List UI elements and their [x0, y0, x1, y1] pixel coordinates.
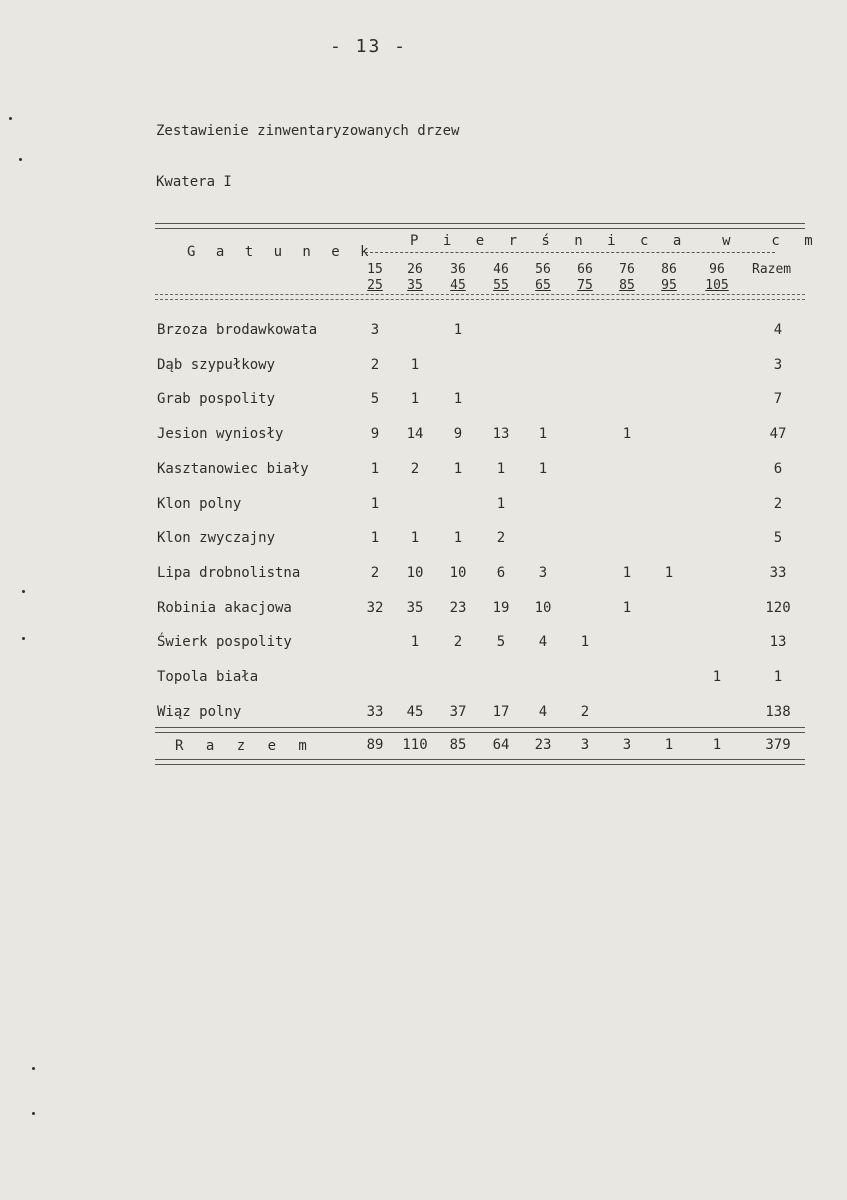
- table-cell: 1: [496, 495, 506, 512]
- table-cell: 32: [366, 599, 384, 616]
- header-range-high: 75: [577, 278, 593, 293]
- header-range-low: 86: [661, 262, 677, 277]
- table-cell: 2: [370, 356, 380, 373]
- document-subtitle: Kwatera I: [156, 174, 232, 190]
- row-total: 138: [765, 703, 791, 720]
- table-cell: 35: [406, 599, 424, 616]
- table-cell: 1: [453, 322, 463, 338]
- table-cell: 33: [366, 703, 384, 720]
- header-range-high: 65: [535, 278, 551, 293]
- table-top-rule: [155, 223, 805, 229]
- table-cell: 14: [406, 426, 424, 443]
- row-total: 2: [773, 495, 783, 512]
- table-cell: 5: [370, 391, 380, 408]
- species-name: Robinia akacjowa: [157, 599, 292, 616]
- table-cell: 45: [406, 703, 424, 720]
- header-range-high: 95: [661, 278, 677, 293]
- header-range-low: 66: [577, 262, 593, 277]
- header-range: [355, 262, 395, 294]
- margin-dot: [32, 1112, 35, 1115]
- table-cell: 1: [496, 460, 506, 477]
- summary-cell: 64: [492, 737, 510, 753]
- header-range-high: 25: [367, 278, 383, 293]
- table-cell: 5: [496, 634, 506, 651]
- row-total: 3: [773, 356, 783, 373]
- header-circumference-underline: [365, 252, 775, 253]
- header-range-low: 26: [407, 262, 423, 277]
- header-bottom-rule: [155, 294, 805, 300]
- row-total: 7: [773, 391, 783, 408]
- table-cell: 1: [410, 391, 420, 408]
- header-range-low: 76: [619, 262, 635, 277]
- header-circumference: P i e r ś n i c a w c m: [410, 233, 821, 249]
- margin-dot: [22, 637, 25, 640]
- table-cell: 1: [538, 460, 548, 477]
- header-range-low: 46: [493, 262, 509, 277]
- table-cell: 10: [449, 564, 467, 581]
- table-cell: 1: [580, 634, 590, 651]
- summary-cell: 1: [712, 737, 722, 753]
- table-cell: 6: [496, 564, 506, 581]
- summary-cell: 3: [580, 737, 590, 753]
- header-total: Razem: [752, 262, 792, 277]
- summary-cell: 85: [449, 737, 467, 753]
- header-range-high: 105: [705, 278, 729, 293]
- species-name: Lipa drobnolistna: [157, 564, 301, 581]
- summary-total: 379: [765, 737, 791, 753]
- table-cell: 9: [453, 426, 463, 443]
- table-cell: 1: [538, 426, 548, 443]
- table-cell: 1: [410, 356, 420, 373]
- table-cell: 19: [492, 599, 510, 616]
- row-total: 47: [769, 426, 787, 443]
- species-name: Dąb szypułkowy: [157, 356, 276, 373]
- row-total: 4: [773, 322, 783, 338]
- species-name: Brzoza brodawkowata: [157, 322, 318, 338]
- header-range: [697, 262, 737, 294]
- table-cell: 1: [622, 564, 632, 581]
- table-bottom-rule: [155, 759, 805, 765]
- table-cell: 4: [538, 703, 548, 720]
- page-number: - 13 -: [330, 36, 408, 57]
- header-range-high: 35: [407, 278, 423, 293]
- margin-dot: [32, 1067, 35, 1070]
- species-name: Topola biała: [157, 669, 259, 685]
- table-cell: 1: [370, 495, 380, 512]
- species-name: Świerk pospolity: [157, 634, 292, 651]
- table-cell: 2: [410, 460, 420, 477]
- row-total: 1: [773, 669, 783, 685]
- table-cell: 1: [453, 460, 463, 477]
- header-range: [395, 262, 435, 294]
- summary-cell: 3: [622, 737, 632, 753]
- table-cell: 1: [410, 634, 420, 651]
- table-cell: 23: [449, 599, 467, 616]
- table-cell: 1: [622, 426, 632, 443]
- header-range: [438, 262, 478, 294]
- row-total: 120: [765, 599, 791, 616]
- row-total: 6: [773, 460, 783, 477]
- species-name: Grab pospolity: [157, 391, 276, 408]
- species-name: Klon polny: [157, 495, 242, 512]
- table-cell: 9: [370, 426, 380, 443]
- table-cell: 10: [406, 564, 424, 581]
- header-range-low: 56: [535, 262, 551, 277]
- table-cell: 1: [410, 530, 420, 547]
- table-cell: 1: [664, 564, 674, 581]
- table-cell: 10: [534, 599, 552, 616]
- header-range: [649, 262, 689, 294]
- table-cell: 13: [492, 426, 510, 443]
- table-cell: 2: [496, 530, 506, 547]
- table-cell: 37: [449, 703, 467, 720]
- header-range: [565, 262, 605, 294]
- table-cell: 3: [538, 564, 548, 581]
- table-cell: 1: [370, 530, 380, 547]
- table-cell: 1: [622, 599, 632, 616]
- table-cell: 3: [370, 322, 380, 338]
- summary-cell: 1: [664, 737, 674, 753]
- species-name: Jesion wyniosły: [157, 426, 284, 443]
- row-total: 5: [773, 530, 783, 547]
- table-cell: 2: [370, 564, 380, 581]
- margin-dot: [19, 158, 22, 161]
- header-range-low: 96: [709, 262, 725, 277]
- table-cell: 17: [492, 703, 510, 720]
- row-total: 13: [769, 634, 787, 651]
- table-cell: 2: [580, 703, 590, 720]
- summary-cell: 110: [402, 737, 428, 753]
- species-name: Klon zwyczajny: [157, 530, 276, 547]
- table-cell: 4: [538, 634, 548, 651]
- header-species: G a t u n e k: [187, 244, 375, 260]
- header-range-low: 36: [450, 262, 466, 277]
- header-range: [607, 262, 647, 294]
- margin-dot: [22, 590, 25, 593]
- summary-label: R a z e m: [175, 738, 314, 754]
- species-name: Wiąz polny: [157, 703, 242, 720]
- row-total: 33: [769, 564, 787, 581]
- table-cell: 2: [453, 634, 463, 651]
- header-range-low: 15: [367, 262, 383, 277]
- document-title: Zestawienie zinwentaryzowanych drzew: [156, 123, 460, 139]
- header-range-high: 85: [619, 278, 635, 293]
- table-cell: 1: [712, 669, 722, 685]
- header-range-high: 55: [493, 278, 509, 293]
- header-range: [481, 262, 521, 294]
- summary-cell: 89: [366, 737, 384, 753]
- header-range-high: 45: [450, 278, 466, 293]
- table-cell: 1: [453, 530, 463, 547]
- table-cell: 1: [370, 460, 380, 477]
- species-name: Kasztanowiec biały: [157, 460, 309, 477]
- margin-dot: [9, 117, 12, 120]
- table-cell: 1: [453, 391, 463, 408]
- summary-top-rule: [155, 727, 805, 733]
- summary-cell: 23: [534, 737, 552, 753]
- header-range: [523, 262, 563, 294]
